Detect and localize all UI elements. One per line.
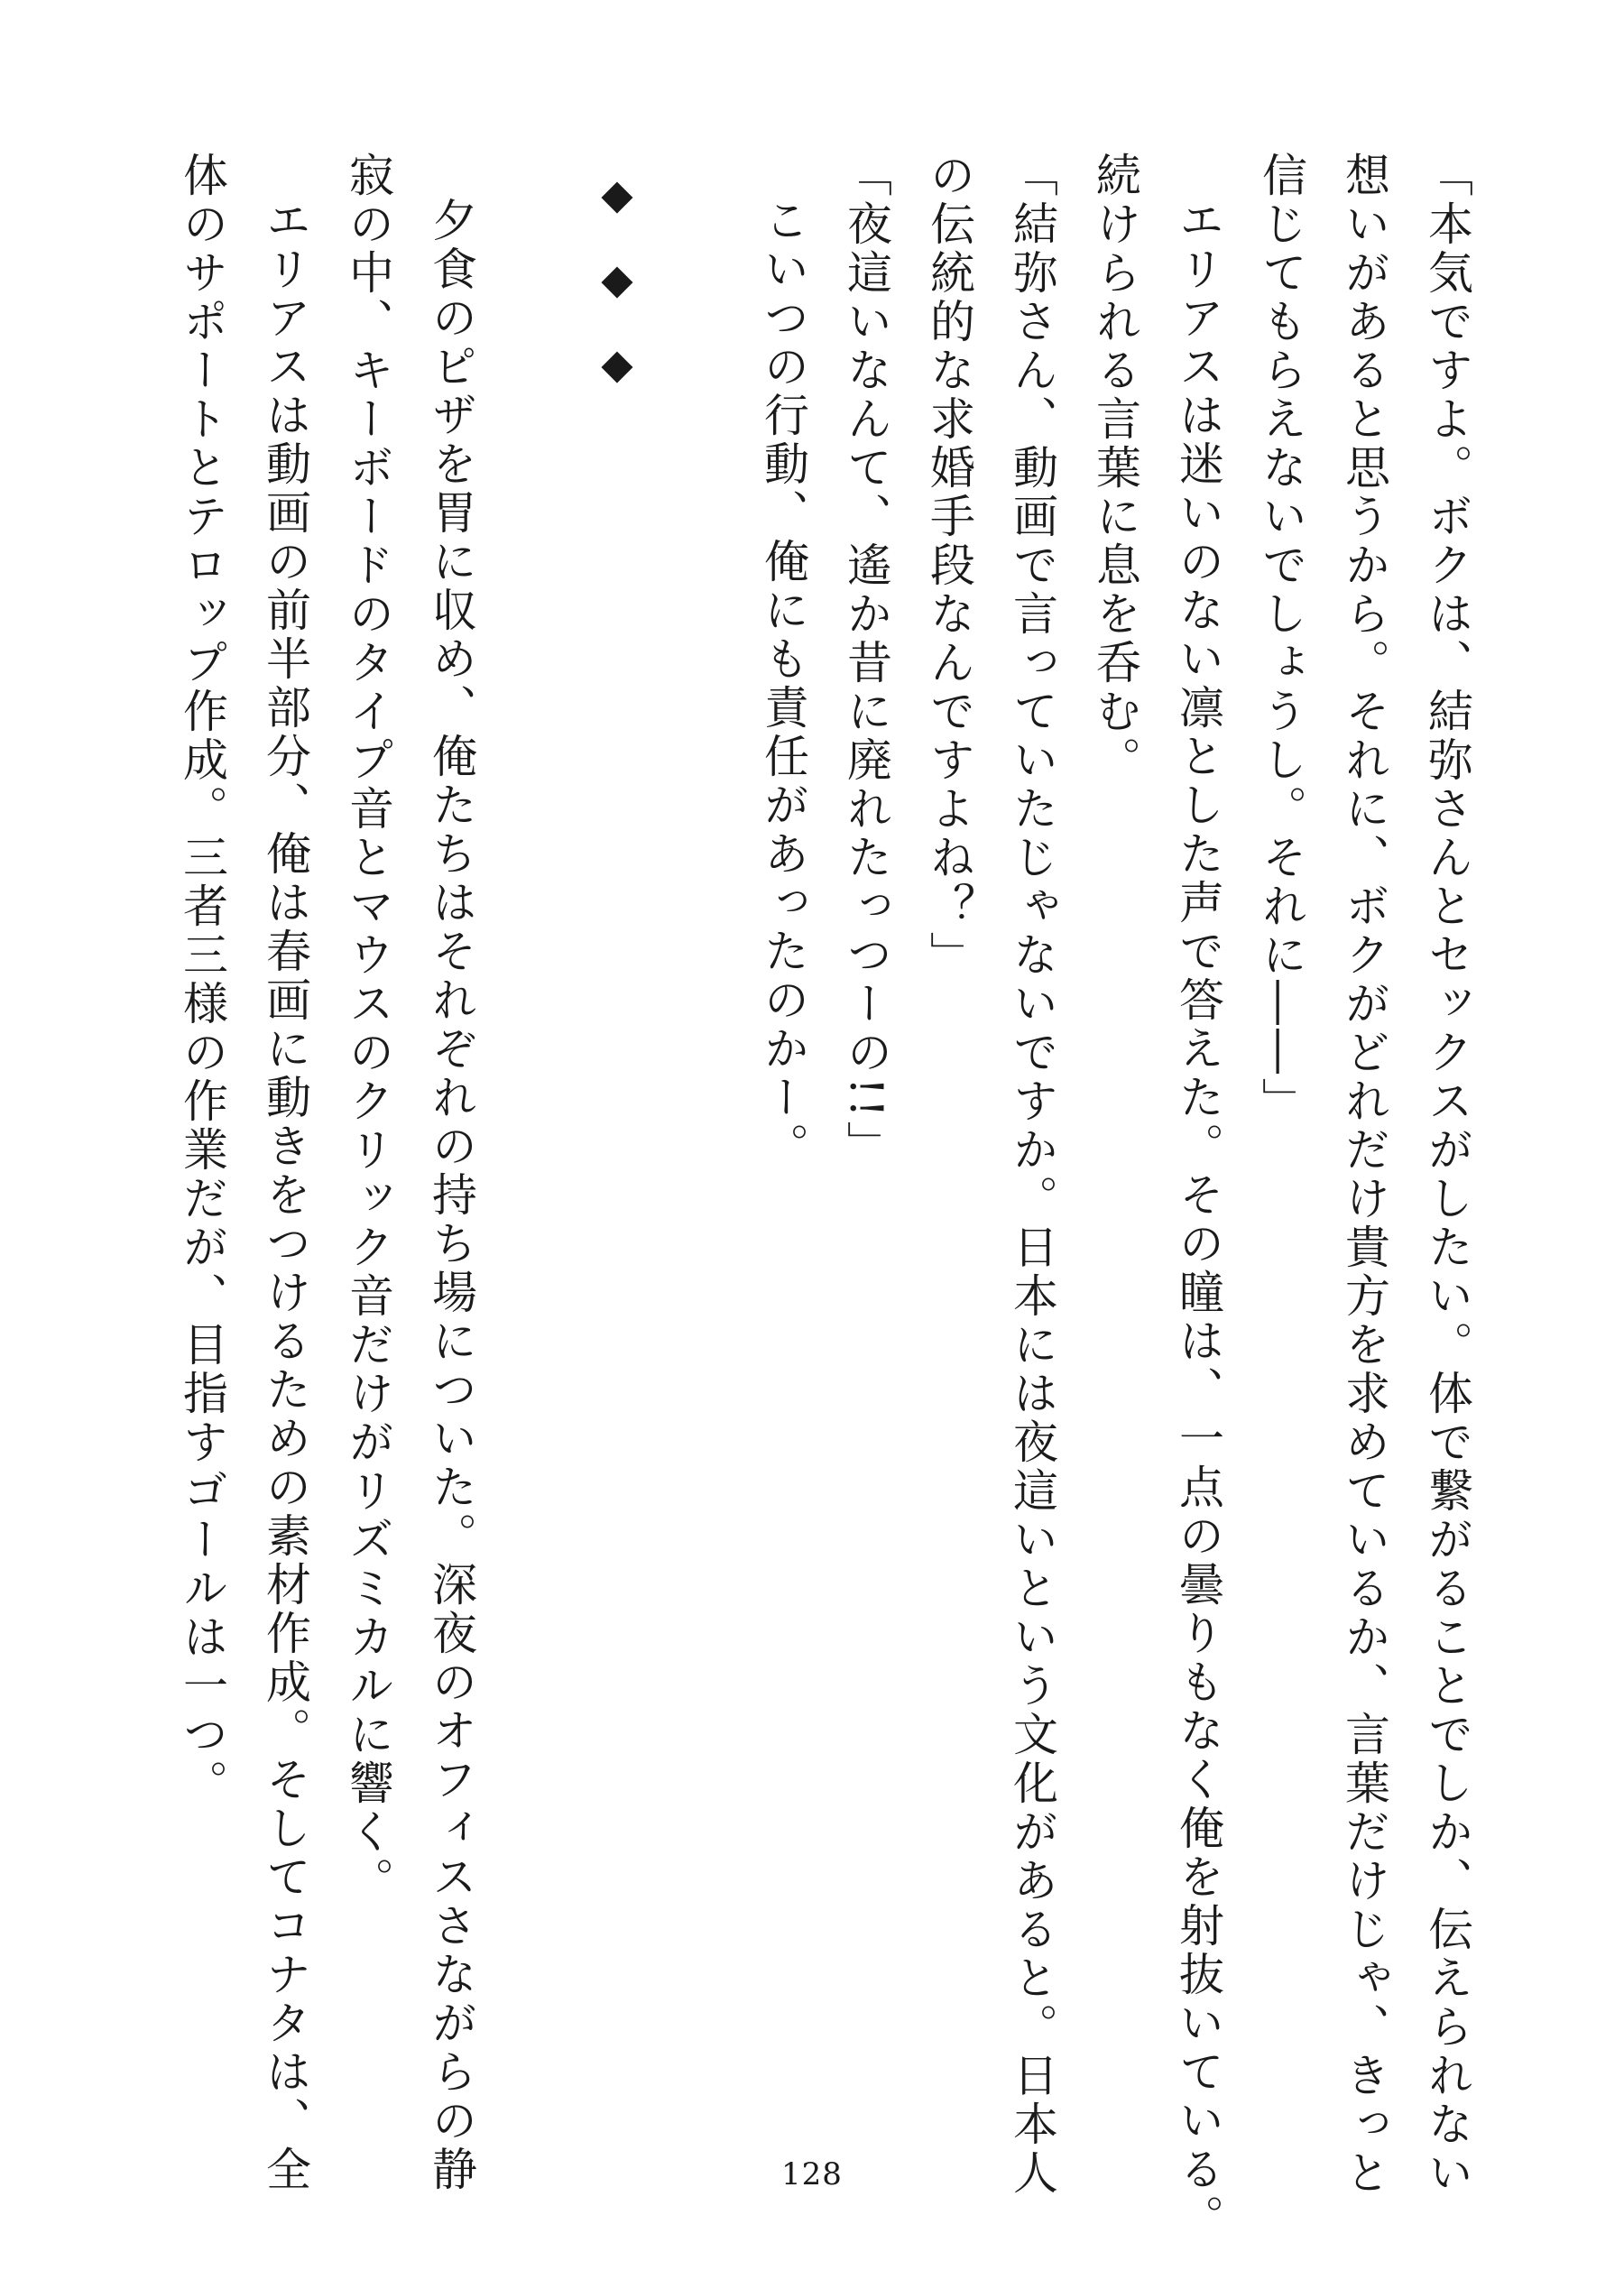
text-line: 続けられる言葉に息を呑む。 — [1089, 152, 1141, 785]
blank-line — [493, 152, 576, 2127]
text-line: 夕食のピザを胃に収め、俺たちはそれぞれの持ち場についた。深夜のオフィスさながらの静 — [425, 197, 477, 2194]
text-line: エリアスは動画の前半部分、俺は春画に動きをつけるための素材作成。そしてコナタは、全 — [259, 197, 311, 2194]
text-line: 信じてもらえないでしょうし。それに――」 — [1255, 152, 1307, 1126]
text-line: 「本気ですよ。ボクは、結弥さんとセックスがしたい。体で繋がることでしか、伝えられない — [1421, 152, 1473, 2198]
text-line: 「結弥さん、動画で言っていたじゃないですか。日本には夜這いという文化があると。日本人 — [1006, 152, 1058, 2198]
text-line: 体のサポートとテロップ作成。三者三様の作業だが、目指すゴールは一つ。 — [176, 152, 228, 1808]
blank-line — [659, 152, 742, 2127]
page-number: 128 — [781, 2156, 843, 2192]
text-line: こいつの行動、俺にも責任があったのかー。 — [757, 197, 809, 1171]
scene-break: ◆◆◆ — [593, 170, 641, 424]
text-line: 寂の中、キーボードのタイプ音とマウスのクリック音だけがリズミカルに響く。 — [342, 152, 394, 1906]
text-line: の伝統的な求婚手段なんですよね？」 — [923, 152, 975, 980]
text-line: 「夜這いなんて、遙か昔に廃れたっつーの!!」 — [840, 152, 892, 1170]
text-line: エリアスは迷いのない凛とした声で答えた。その瞳は、一点の曇りもなく俺を射抜いている。 — [1172, 197, 1224, 2243]
text-line: 想いがあると思うから。それに、ボクがどれだけ貴方を求めているか、言葉だけじゃ、きっと — [1338, 152, 1390, 2198]
